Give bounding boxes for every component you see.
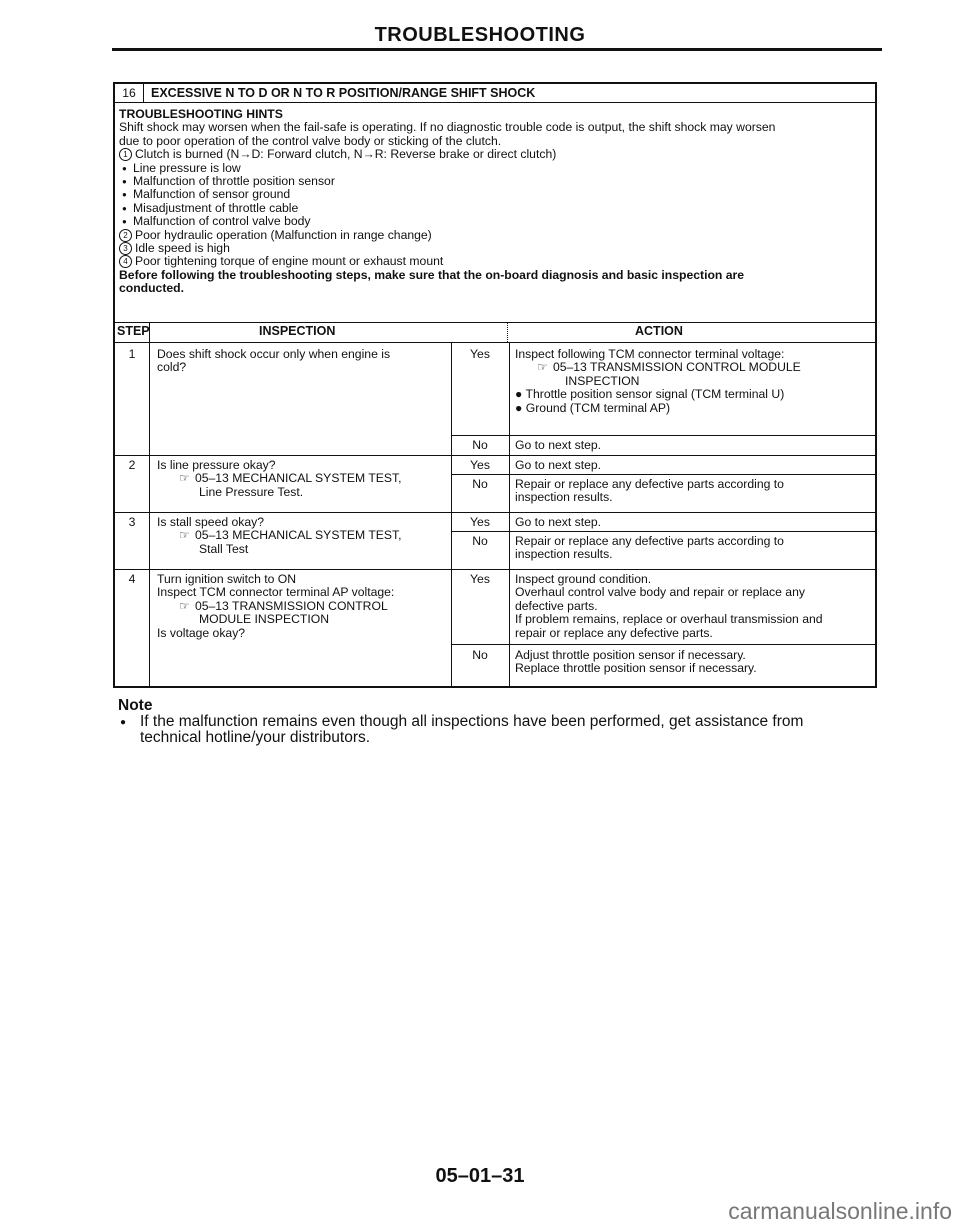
step-4-number: 4 [128,572,136,586]
cause-1 [119,148,871,161]
col-divider-result [509,342,510,686]
step-1-yes-action-line3: INSPECTION [565,373,640,388]
step-2-inspection-ref: ☞ 05–13 MECHANICAL SYSTEM TEST, [157,472,447,485]
step-4-no-action [515,649,871,676]
header-step: STEP [117,324,150,338]
circled-number-4: 4 [119,255,132,268]
inspection-table [115,322,875,686]
step-3-no-action-line2: inspection results. [515,547,613,562]
before-note-line2: conducted. [119,281,185,296]
page-header-title: TROUBLESHOOTING [374,24,586,46]
cause-2-text: Poor hydraulic operation (Malfunction in range change) [135,227,432,242]
section-title: EXCESSIVE N TO D OR N TO R POSITION/RANGE SHIFT SHOCK [151,86,536,100]
cause-3-text: Idle speed is high [135,241,230,256]
step-2-number: 2 [128,458,136,472]
step-3-yes-action: Go to next step. [515,515,602,529]
s3-yes-no-rule [451,531,875,532]
step-2-inspection [157,459,447,499]
step-4-inspection-line1: Turn ignition switch to ON [157,572,297,586]
note-title: Note [118,697,153,714]
step-4-inspection-ref: ☞ 05–13 TRANSMISSION CONTROL [157,600,447,613]
step-4-inspection-line5: Is voltage okay? [157,625,246,640]
table-header-rule [115,342,875,343]
step-1-number: 1 [128,347,136,361]
step-4-yes-action-line4: If problem remains, replace or overhaul transmission and [515,612,823,627]
step-4-yes-action-line1: Inspect ground condition. [515,572,652,586]
col-divider-inspection [451,342,452,686]
step-3-inspection [157,516,447,556]
hints-intro-line1: Shift shock may worsen when the fail-safe is operating. If no diagnostic trouble code is output, the shift shock may worsen [119,120,776,135]
header-rule [112,48,882,51]
note-line2: technical hotline/your distributors. [140,729,371,746]
circled-number-2: 2 [119,229,132,242]
step-2-inspection-line3: Line Pressure Test. [199,484,304,499]
note-bullet [118,714,840,746]
circled-number-3: 3 [119,242,132,255]
step-4-inspection [157,573,447,640]
step-2-inspection-line1: Is line pressure okay? [157,458,276,472]
step-3-no-action [515,535,871,562]
before-note-line1: Before following the troubleshooting steps, make sure that the on-board diagnosis and basic inspection are [119,267,745,282]
step-4-yes-action-line3: defective parts. [515,598,598,613]
header-divider-2 [507,322,508,342]
step-1-yes-action-bullet1-text: Throttle position sensor signal (TCM terminal U) [525,387,785,402]
step-1-yes-action-line1: Inspect following TCM connector terminal voltage: [515,347,785,361]
circled-number-1: 1 [119,148,132,161]
step-1-yes-action-bullet1: ● Throttle position sensor signal (TCM terminal U) [515,387,785,402]
step-4-yes-action-line5: repair or replace any defective parts. [515,625,713,640]
cause-4 [119,255,871,268]
header-inspection: INSPECTION [259,324,336,338]
row-rule-step3 [115,512,875,513]
bullet-throttle-cable: ● Misadjustment of throttle cable [119,202,871,215]
step-3-yes: Yes [470,515,490,529]
bullet-sensor-ground: ● Malfunction of sensor ground [119,188,871,201]
step-4-inspection-line2: Inspect TCM connector terminal AP voltage: [157,585,395,600]
s1-yes-no-rule [451,435,875,436]
troubleshooting-hints [119,108,871,296]
step-1-yes-action-ref: ☞ 05–13 TRANSMISSION CONTROL MODULE [515,361,871,374]
col-divider-step [149,342,150,686]
step-3-inspection-line3: Stall Test [199,541,249,556]
step-4-inspection-line4: MODULE INSPECTION [199,612,330,627]
step-1-yes-action-bullet2: ● Ground (TCM terminal AP) [515,400,671,415]
table-top-rule [115,322,875,323]
cause-3 [119,242,871,255]
note-section [118,698,840,746]
step-1-yes: Yes [470,347,490,361]
s2-yes-no-rule [451,474,875,475]
step-2-no-action [515,478,871,505]
step-3-inspection-line1: Is stall speed okay? [157,515,265,529]
step-2-no-action-line2: inspection results. [515,490,613,505]
step-2-no: No [472,477,488,491]
cause-4-text: Poor tightening torque of engine mount or exhaust mount [135,254,444,269]
step-3-number: 3 [128,515,136,529]
hints-intro-line2: due to poor operation of the control valve body or sticking of the clutch. [119,133,502,148]
step-4-yes-action-line2: Overhaul control valve body and repair or replace any [515,585,805,600]
step-1-inspection [157,348,447,375]
cause-2 [119,229,871,242]
step-1-yes-action-bullet2-text: Ground (TCM terminal AP) [525,400,671,415]
cause-1-text: Clutch is burned (N→D: Forward clutch, N→R: Reverse brake or direct clutch) [135,147,557,162]
step-2-yes: Yes [470,458,490,472]
step-1-no-action: Go to next step. [515,438,602,452]
bullet-line-pressure: ● Line pressure is low [119,162,871,175]
section-title-bar [115,84,875,103]
step-3-no: No [472,534,488,548]
step-4-yes-action [515,573,871,640]
step-1-inspection-line1: Does shift shock occur only when engine is [157,347,391,361]
hints-heading: TROUBLESHOOTING HINTS [119,107,283,121]
s4-yes-no-rule [451,644,875,645]
step-1-no: No [472,438,488,452]
troubleshooting-box [113,82,877,688]
row-rule-step2 [115,455,875,456]
section-number: 16 [115,84,144,102]
step-3-no-action-line1: Repair or replace any defective parts according to [515,534,784,548]
row-rule-step4 [115,569,875,570]
step-4-yes: Yes [470,572,490,586]
bullet-control-valve: ● Malfunction of control valve body [119,215,871,228]
header-action: ACTION [635,324,683,338]
bullet-throttle-sensor: ● Malfunction of throttle position sensor [119,175,871,188]
step-2-yes-action: Go to next step. [515,458,602,472]
step-4-no: No [472,648,488,662]
step-1-inspection-line2: cold? [157,360,187,375]
step-1-yes-action [515,348,871,415]
page-number: 05–01–31 [435,1165,525,1187]
watermark: carmanualsonline.info [728,1198,952,1224]
step-2-no-action-line1: Repair or replace any defective parts according to [515,477,784,491]
note-line1: ● If the malfunction remains even though all inspections have been performed, get assistance from [140,713,804,730]
step-4-no-action-line1: Adjust throttle position sensor if necessary. [515,648,746,662]
step-3-inspection-ref: ☞ 05–13 MECHANICAL SYSTEM TEST, [157,529,447,542]
step-4-no-action-line2: Replace throttle position sensor if necessary. [515,661,757,676]
